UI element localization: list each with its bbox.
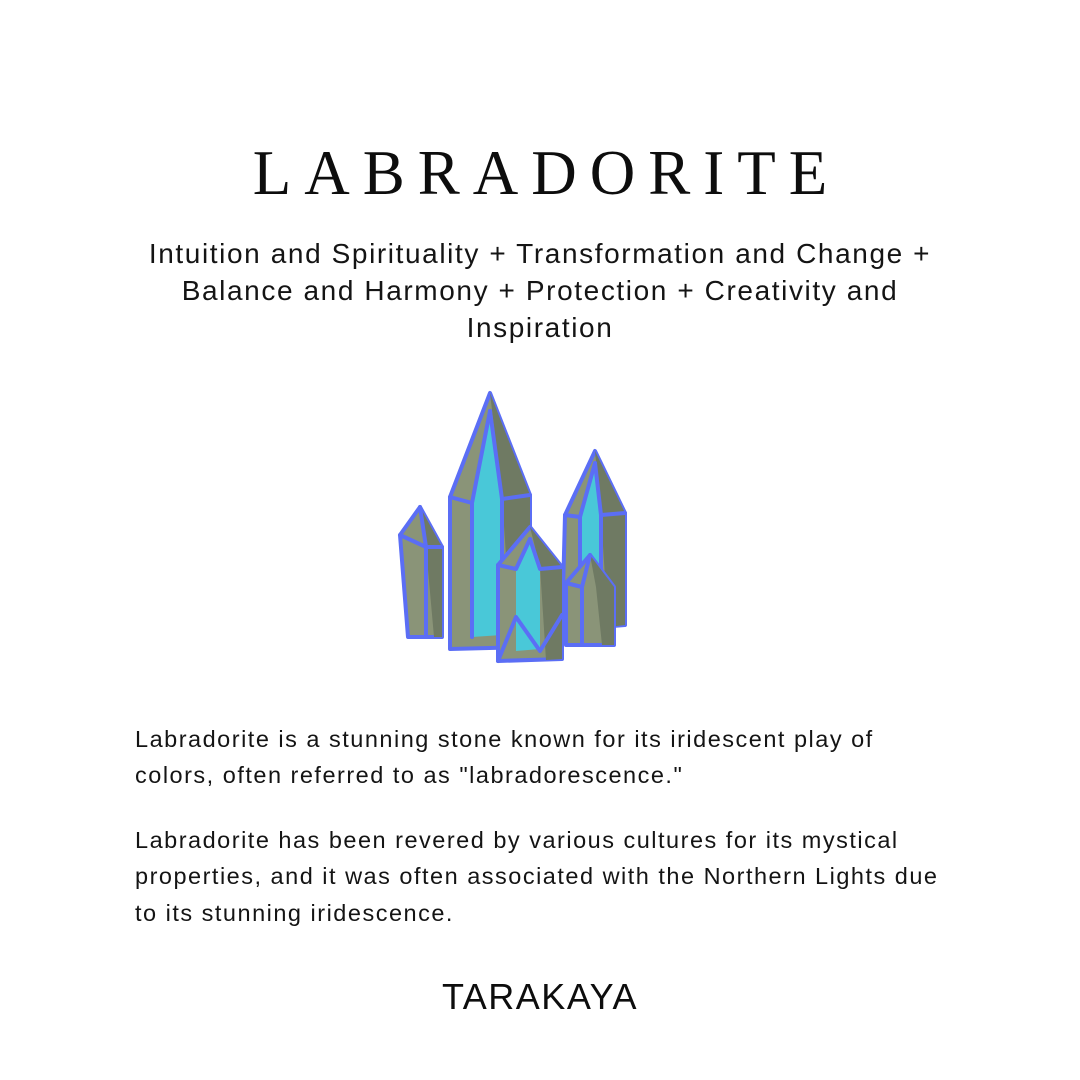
brand-name: TARAKAYA bbox=[441, 976, 639, 1017]
description-paragraph-2: Labradorite has been revered by various cultures for its mystical properties, and it was often associated with the Northern Lights due to its stunning iridescence. bbox=[135, 826, 939, 926]
description-block bbox=[135, 721, 945, 931]
description-paragraph-1: Labradorite is a stunning stone known for its iridescent play of colors, often referred to as "labradorescence." bbox=[135, 726, 874, 789]
labradorite-illustration bbox=[390, 387, 690, 677]
page-title: LABRADORITE bbox=[252, 138, 841, 208]
page-subtitle: Intuition and Spirituality + Transformation and Change + Balance and Harmony + Protection + Creativity and Inspiration bbox=[148, 238, 932, 344]
labradorite-crystal-cluster-icon bbox=[390, 387, 690, 677]
